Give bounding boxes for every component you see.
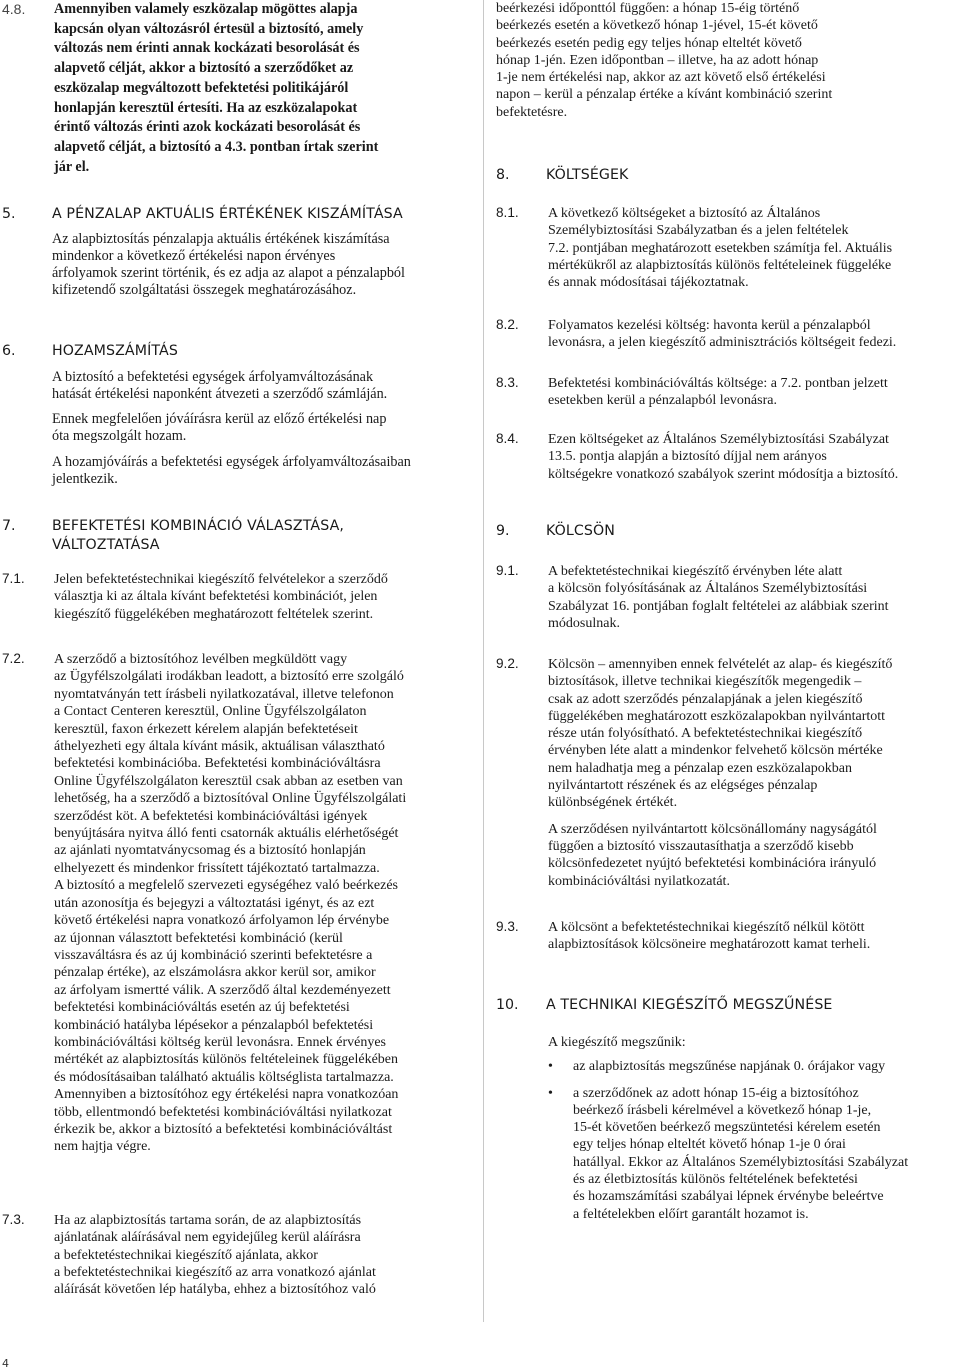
- item-9-1-text: [548, 563, 956, 632]
- text-line: nyomtatványán tett írásbeli nyilatkozatával, illetve telefonon: [54, 686, 394, 702]
- text-line: Befektetési kombinációváltás költsége: a 7.2. pontban jelzett: [548, 376, 888, 391]
- item-8-2: [496, 317, 956, 352]
- text-line: hatállyal. Ekkor az Általános Személybiztosítási Szabályzat: [573, 1154, 909, 1170]
- text-line: érvényben léte alatt a mindenkor felvehető kölcsön mértéke: [548, 743, 883, 759]
- text-line: csak az adott szerződés pénzalapjának a jelen kiegészítő: [548, 691, 863, 707]
- section-number: 10.: [496, 997, 519, 1013]
- item-7-2-text: [54, 651, 452, 1156]
- paragraph: [548, 821, 956, 890]
- item-7-3-text: [54, 1212, 452, 1298]
- text-line: a befektetéstechnikai kiegészítő ajánlata, akkor: [54, 1247, 318, 1263]
- text-line: esetekben kerül a pénzalapból levonásra.: [548, 393, 777, 409]
- text-line: után azonosítja és bejegyzi a változtatási igényt, és az ezt: [54, 895, 375, 911]
- text-line: óta megszolgált hozam.: [52, 428, 187, 445]
- text-line: visszaváltásra és az új kombináció szerinti befektetésre a: [54, 947, 373, 963]
- text-line: hónap 1-jén. Ezen időpontban – illetve, ha az adott hónap: [496, 52, 819, 68]
- text-line: Online Ügyfélszolgálaton keresztül csak abban az esetben van: [54, 773, 403, 789]
- item-number: 8.3.: [496, 375, 519, 390]
- section-6: [2, 342, 452, 488]
- text-line: függően a biztosító visszautasíthatja a szerződő kisebb: [548, 838, 854, 854]
- text-line: lehetőség, ha a szerződő a biztosítóval Online Ügyfélszolgálati: [54, 791, 407, 807]
- text-line: áthelyezheti egy általa kívánt másik, aktuálisan választható: [54, 739, 385, 755]
- text-line: a feltételekben előírt garantált hozamot is.: [573, 1206, 809, 1222]
- text-line: A biztosító a befektetési egységek árfolyamváltozásának: [52, 368, 374, 385]
- text-line: 1-je nem értékelési nap, akkor az azt követő első értékelési: [496, 70, 826, 86]
- item-number: 4.8.: [2, 1, 26, 17]
- text-line: A hozamjóváírás a befektetési egységek árfolyamváltozásaiban: [52, 453, 411, 470]
- text-line: Amennyiben a biztosítóhoz egy értékelési napra vonatkozóan: [54, 1087, 399, 1103]
- text-line: Ha az alapbiztosítás tartama során, de az alapbiztosítás: [54, 1213, 362, 1228]
- item-number: 7.3.: [2, 1212, 25, 1227]
- text-line: keresztül, faxon érkezett kérelem alapján befektetéseit: [54, 721, 358, 737]
- text-line: az Ügyfélszolgálati irodákban leadott, a biztosító erre szolgáló: [54, 669, 404, 685]
- text-line: az árfolyam ismertté válik. A szerződő által kezdeményezett: [54, 982, 391, 998]
- text-line: honlapján keresztül értesíti. Ha az eszközalapokat: [54, 99, 358, 116]
- item-8-2-text: [548, 317, 956, 352]
- text-line: különbségének értékét.: [548, 795, 678, 811]
- text-line: érkezik be, akkor a biztosító a befektetési kombinációváltást: [54, 1121, 393, 1137]
- text-line: és módosításaiban található aktuális költséglista tartalmazza.: [54, 1069, 394, 1085]
- termination-list: [548, 1058, 956, 1223]
- item-9-2-text: [548, 656, 956, 890]
- text-line: befektetési kombinációba. Befektetési kombinációváltásra: [54, 756, 381, 772]
- section-4-8: [2, 0, 452, 177]
- item-8-1: [496, 205, 956, 291]
- text-line: kapcsán olyan változásról értesül a biztosító, amely: [54, 20, 364, 37]
- text-line: Ezen költségeket az Általános Személybiztosítási Szabályzat: [548, 432, 889, 447]
- text-line: A szerződő a biztosítóhoz levélben megküldött vagy: [54, 652, 348, 667]
- section-heading: [52, 517, 344, 554]
- text-line: ajánlatának aláírásával nem egyidejűleg kerül aláírásra: [54, 1230, 361, 1246]
- item-7-3: [2, 1212, 452, 1298]
- text-line: hatását értékelési naponként átvezeti a szerződő számláján.: [52, 385, 388, 402]
- section-10-lead: A kiegészítő megszűnik:: [548, 1035, 686, 1050]
- text-line: és az életbiztosítás különös feltételének befektetési: [573, 1172, 858, 1188]
- text-line: 15-ét követően beérkező megszüntetési kérelem esetén: [573, 1120, 881, 1136]
- text-line: 7.2. pontjában meghatározott esetekben számítja fel. Aktuális: [548, 240, 893, 256]
- text-line: a kölcsön folyósításának az Általános Személybiztosítási: [548, 581, 868, 597]
- text-line: része után folyósítható. A befektetéstechnikai kiegészítő: [548, 726, 863, 742]
- text-line: beérkezés esetén pedig egy teljes hónap elteltét követő: [496, 35, 802, 51]
- text-line: benyújtására nyitva álló fenti csatornák aktuális elérhetőségét: [54, 826, 399, 842]
- text-line: A biztosító a megfelelő szervezeti egységéhez való beérkezés: [54, 878, 399, 894]
- bullet-icon: •: [548, 1085, 553, 1101]
- text-line: beérkezési időponttól függően: a hónap 15-éig történő: [496, 1, 800, 16]
- text-line: az ajánlati nyomtatványcsomag és a biztosító honlapján: [54, 843, 366, 859]
- text-line: kombinációváltási nyilatkozatát.: [548, 873, 730, 889]
- text-line: az újonnan választott befektetési kombináció (kerül: [54, 930, 343, 946]
- item-9-1: [496, 563, 956, 632]
- section-heading: A PÉNZALAP AKTUÁLIS ÉRTÉKÉNEK KISZÁMÍTÁSA: [52, 206, 403, 222]
- item-number: 9.3.: [496, 919, 519, 934]
- item-8-1-text: [548, 205, 956, 291]
- text-line: befektetésre.: [496, 104, 568, 120]
- text-line: egy teljes hónap elteltét követő hónap 1-je 0 órai: [573, 1137, 846, 1153]
- text-line: kifizetendő szolgáltatási összegek meghatározásához.: [52, 282, 357, 299]
- text-line: módosulnak.: [548, 615, 620, 631]
- text-line: Ennek megfelelően jóváírásra kerül az előző értékelési nap: [52, 411, 387, 428]
- item-number: 9.1.: [496, 563, 519, 578]
- text-line: a Contact Centeren keresztül, Online Ügyfélszolgálaton: [54, 704, 367, 720]
- item-number: 9.2.: [496, 656, 519, 671]
- text-line: mértékükről az alapbiztosítás különös feltételeinek függeléke: [548, 257, 892, 273]
- heading-line: BEFEKTETÉSI KOMBINÁCIÓ VÁLASZTÁSA,: [52, 518, 344, 534]
- text-line: Folyamatos kezelési költség: havonta kerül a pénzalapból: [548, 318, 871, 333]
- item-7-1: [2, 571, 452, 623]
- text-line: eszközalap megváltozott befektetési politikájáról: [54, 79, 349, 96]
- section-heading: A TECHNIKAI KIEGÉSZÍTŐ MEGSZŰNÉSE: [546, 997, 833, 1013]
- section-8-heading: [496, 166, 956, 185]
- text-line: alapvető célját, a biztosító a 4.3. pontban írtak szerint: [54, 138, 379, 155]
- text-line: A következő költségeket a biztosító az Általános: [548, 206, 821, 221]
- text-line: mértékét az alapbiztosítás különös feltételeinek függelékében: [54, 1052, 399, 1068]
- section-number: 6.: [2, 343, 16, 359]
- list-item: [548, 1058, 956, 1075]
- text-line: levonásra, a jelen kiegészítő adminisztrációs költségeit fedezi.: [548, 335, 897, 351]
- text-line: nem haladhatja meg a pénzalap ezen eszközalapokban: [548, 760, 852, 776]
- item-number: 7.2.: [2, 651, 25, 666]
- list-item: [548, 1085, 956, 1223]
- text-line: a befektetéstechnikai kiegészítő az arra vonatkozó ajánlat: [54, 1264, 376, 1280]
- section-heading: KÖLTSÉGEK: [546, 167, 629, 183]
- text-line: nem hajtja végre.: [54, 1139, 151, 1155]
- section-10-heading: [496, 996, 956, 1015]
- text-line: több, ellentmondó befektetési kombinációváltási nyilatkozat: [54, 1104, 392, 1120]
- section-10-body: [496, 1034, 956, 1223]
- text-line: Szabályzat 16. pontjában foglalt feltételei az alábbiak szerint: [548, 598, 889, 614]
- paragraph: [52, 369, 452, 404]
- text-line: érintő változás érinti azok kockázati besorolását és: [54, 119, 361, 136]
- text-line: biztosítások, illetve technikai kiegészítők megengedik –: [548, 674, 862, 690]
- text-line: elhelyezett és mindenkor frissített tájékoztató tartalmazza.: [54, 860, 380, 876]
- item-number: 7.1.: [2, 571, 25, 586]
- section-heading: HOZAMSZÁMÍTÁS: [52, 343, 178, 359]
- section-number: 8.: [496, 167, 510, 183]
- column-divider: [483, 0, 484, 1322]
- text-line: költségekre vonatkozó szabályok szerint módosítja a biztosító.: [548, 466, 899, 482]
- text-line: Személybiztosítási Szabályzatban és a jelen feltételek: [548, 223, 849, 239]
- text-line: mindenkor a következő értékelési napon érvényes: [52, 247, 336, 264]
- text-line: A szerződésen nyilvántartott kölcsönállomány nagyságától: [548, 821, 877, 837]
- text-line: kölcsönfedezetet nyújtó befektetési kombinációra irányuló: [548, 856, 877, 872]
- text-line: jár el.: [54, 158, 90, 175]
- continued-paragraph: [496, 0, 956, 121]
- section-number: 9.: [496, 523, 510, 539]
- page-number: 4: [2, 1357, 9, 1370]
- text-line: szerződést köt. A befektetési kombinációváltási igények: [54, 808, 368, 824]
- text-line: napon – kerül a pénzalap értéke a kívánt kombináció szerint: [496, 87, 833, 103]
- item-7-1-text: [54, 571, 452, 623]
- section-number: 5.: [2, 206, 16, 222]
- text-line: beérkezés esetén a következő hónap 1-jével, 15-ét követő: [496, 18, 818, 34]
- paragraph: [52, 454, 452, 489]
- item-8-3-text: [548, 375, 956, 410]
- text-line: függelékében meghatározott eszközalapokban nyilvántartott: [548, 708, 886, 724]
- text-line: jelentkezik.: [52, 470, 118, 487]
- text-line: A kölcsönt a befektetéstechnikai kiegészítő nélkül kötött: [548, 920, 865, 935]
- section-5-text: [2, 231, 452, 300]
- text-line: nyilvántartott részének és az elégséges pénzalap: [548, 778, 818, 794]
- item-7-2: [2, 651, 452, 1156]
- text-line: befektetési kombinációváltás esetén az új befektetési: [54, 1000, 350, 1016]
- section-4-8-text: [54, 0, 452, 177]
- text-line: alapvető célját, akkor a biztosító a szerződőket az: [54, 60, 354, 77]
- section-heading: KÖLCSÖN: [546, 523, 615, 539]
- text-line: Kölcsön – amennyiben ennek felvételét az alap- és kiegészítő: [548, 657, 893, 672]
- item-9-3: [496, 919, 956, 954]
- item-number: 8.2.: [496, 317, 519, 332]
- text-line: a szerződőnek az adott hónap 15-éig a biztosítóhoz: [573, 1085, 859, 1101]
- text-line: és hozamszámítási szabályai lépnek érvénybe beleértve: [573, 1189, 884, 1205]
- text-line: kombináció hatályba lépésekor a pénzalapból befektetési: [54, 1017, 374, 1033]
- text-line: Amennyiben valamely eszközalap mögöttes alapja: [54, 1, 358, 17]
- section-7: [2, 517, 452, 554]
- item-9-3-text: [548, 919, 956, 954]
- text-line: és annak módosításai tájékoztatnak.: [548, 275, 749, 291]
- item-8-4-text: [548, 431, 956, 483]
- text-line: kiegészítő függelékében meghatározott feltételek szerint.: [54, 606, 374, 622]
- item-number: 8.1.: [496, 205, 519, 220]
- item-9-2: [496, 656, 956, 890]
- text-line: követő értékelési napra vonatkozó árfolyamon lép érvénybe: [54, 913, 390, 929]
- text-line: kombinációváltási költség kerül levonásra. Ennek érvényes: [54, 1034, 387, 1050]
- text-line: változás nem érinti annak kockázati besorolását és: [54, 40, 360, 57]
- bullet-icon: •: [548, 1059, 553, 1075]
- item-8-4: [496, 431, 956, 483]
- item-8-3: [496, 375, 956, 410]
- text-line: pénzalap értéke), az elszámolásra akkor kerül sor, amikor: [54, 965, 376, 981]
- text-line: Az alapbiztosítás pénzalapja aktuális értékének kiszámítása: [52, 230, 390, 247]
- text-line: az alapbiztosítás megszűnése napjának 0. órájakor vagy: [573, 1059, 886, 1075]
- section-9-heading: [496, 522, 956, 541]
- text-line: beérkező írásbeli kérelmével a következő hónap 1-je,: [573, 1102, 872, 1118]
- heading-line: VÁLTOZTATÁSA: [52, 536, 160, 553]
- text-line: aláírását követően lép hatályba, ehhez a biztosítóhoz való: [54, 1282, 376, 1298]
- text-line: választja ki az általa kívánt befektetési kombinációt, jelen: [54, 589, 378, 605]
- section-5: [2, 205, 452, 300]
- text-line: alapbiztosítások kölcsöneire meghatározott kamat terheli.: [548, 937, 871, 953]
- text-line: A befektetéstechnikai kiegészítő érvényben léte alatt: [548, 564, 843, 579]
- text-line: Jelen befektetéstechnikai kiegészítő felvételekor a szerződő: [54, 572, 388, 587]
- paragraph: [52, 411, 452, 446]
- text-line: árfolyamok szerint történik, és ez adja az alapot a pénzalapból: [52, 265, 405, 282]
- item-number: 8.4.: [496, 431, 519, 446]
- section-number: 7.: [2, 518, 16, 534]
- text-line: 13.5. pontja alapján a biztosító díjjal nem arányos: [548, 449, 827, 465]
- section-6-text: [2, 369, 452, 489]
